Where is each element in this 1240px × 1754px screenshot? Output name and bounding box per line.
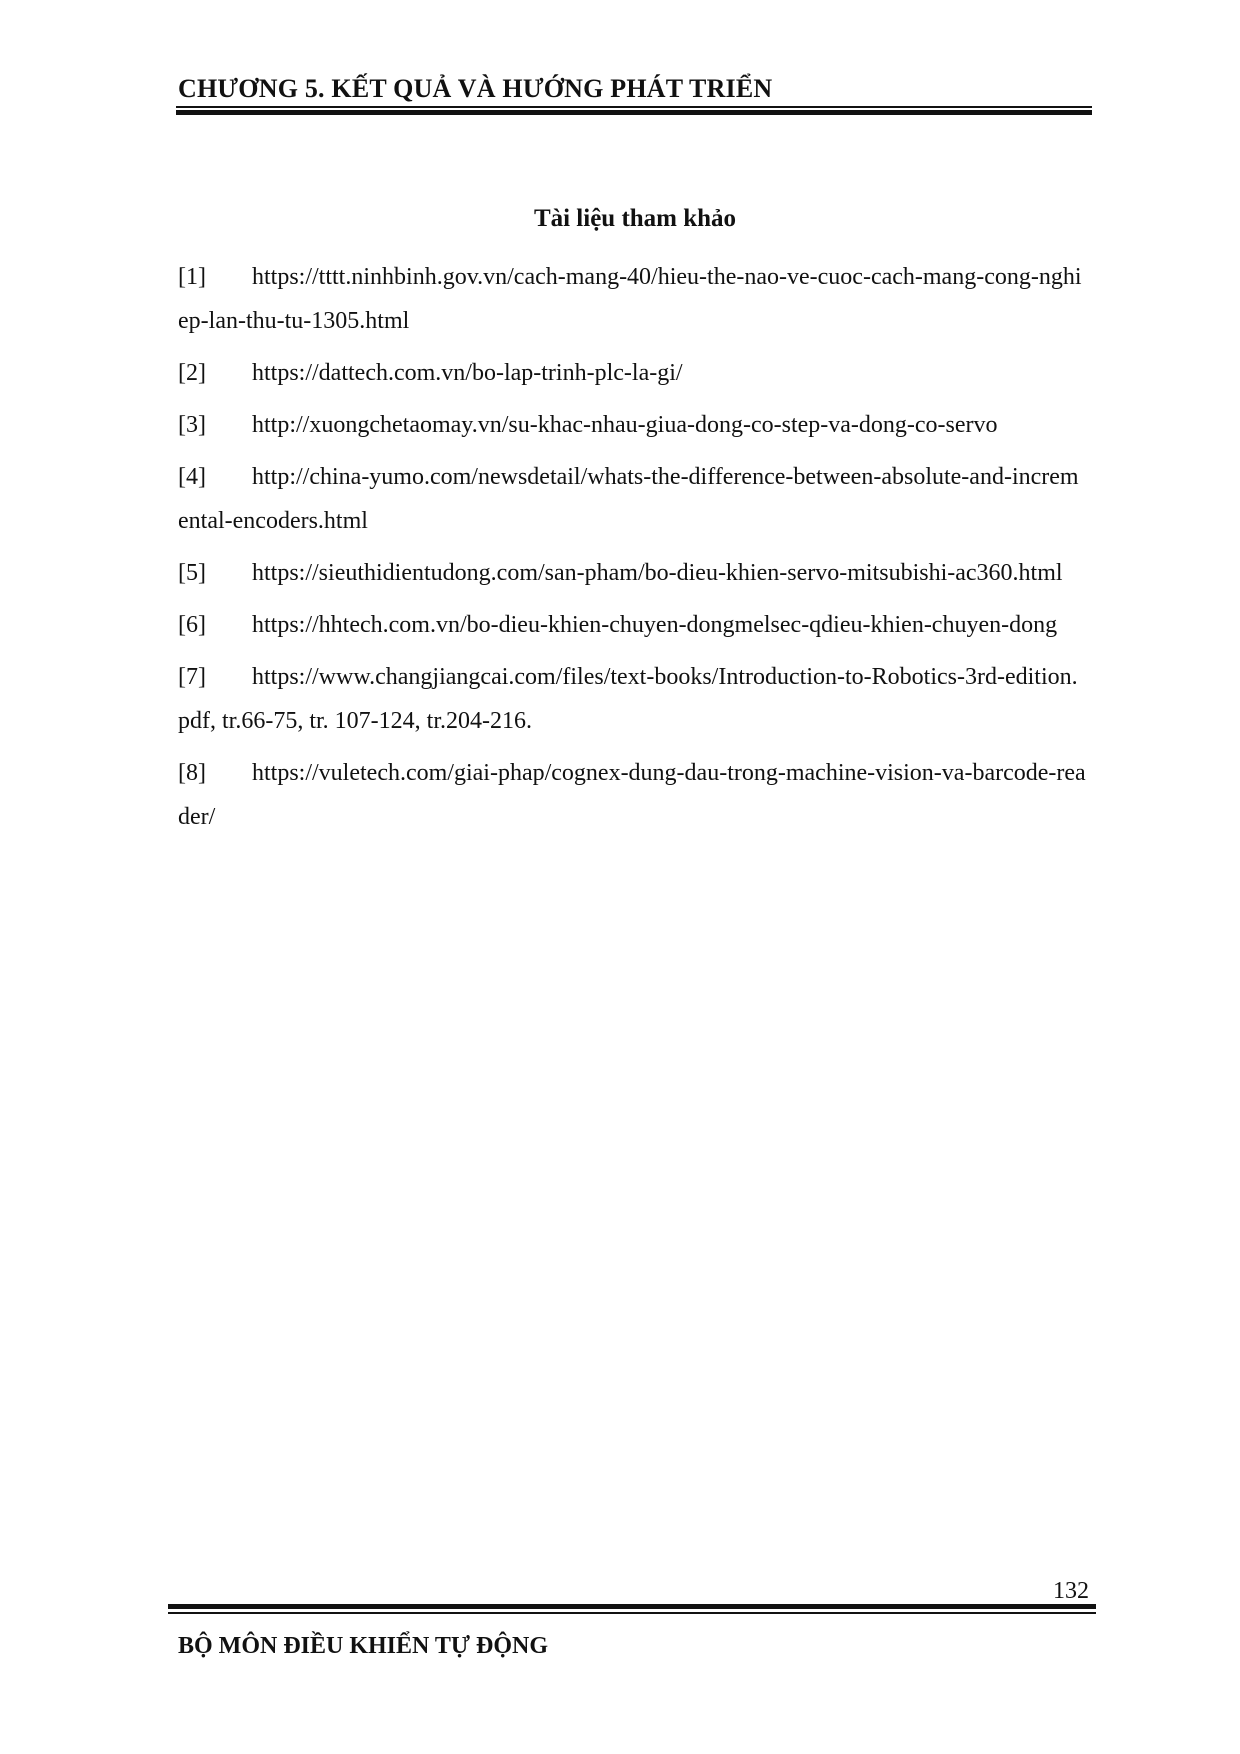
reference-number: [4] [178,464,206,490]
references-heading: Tài liệu tham khảo [533,205,737,232]
reference-number: [8] [178,760,206,786]
reference-link[interactable]: http://china-yumo.com/newsdetail/whats-the-difference-between-absolute-and-incremental-encoders.html [178,464,1079,534]
header-divider-thick [176,110,1092,115]
department-footer: BỘ MÔN ĐIỀU KHIỂN TỰ ĐỘNG [178,1633,549,1659]
reference-number: [3] [178,412,206,438]
reference-item [178,255,1088,343]
reference-link[interactable]: https://tttt.ninhbinh.gov.vn/cach-mang-40/hieu-the-nao-ve-cuoc-cach-mang-cong-nghiep-lan-thu-tu-1305.html [178,264,1082,334]
reference-number: [7] [178,664,206,690]
reference-list [178,255,1088,847]
reference-item [178,655,1088,743]
reference-item [178,751,1088,839]
reference-item [178,351,1088,395]
reference-link[interactable]: https://hhtech.com.vn/bo-dieu-khien-chuyen-dongmelsec-qdieu-khien-chuyen-dong [252,612,1058,638]
reference-item [178,403,1088,447]
page-number: 132 [1053,1578,1089,1604]
reference-link[interactable]: https://www.changjiangcai.com/files/text-books/Introduction-to-Robotics-3rd-edition.pdf, tr.66-75, tr. 107-124, tr.204-216. [178,664,1078,734]
reference-item [178,455,1088,543]
reference-number: [6] [178,612,206,638]
reference-link[interactable]: https://dattech.com.vn/bo-lap-trinh-plc-la-gi/ [252,360,683,386]
reference-link[interactable]: https://vuletech.com/giai-phap/cognex-dung-dau-trong-machine-vision-va-barcode-reader/ [178,760,1086,830]
footer-divider-thin [168,1612,1096,1614]
reference-number: [2] [178,360,206,386]
reference-number: [5] [178,560,206,586]
header-divider-thin [176,106,1092,108]
reference-number: [1] [178,264,206,290]
footer-divider-thick [168,1604,1096,1609]
chapter-header-title: CHƯƠNG 5. KẾT QUẢ VÀ HƯỚNG PHÁT TRIỂN [178,74,773,103]
reference-link[interactable]: http://xuongchetaomay.vn/su-khac-nhau-giua-dong-co-step-va-dong-co-servo [252,412,998,438]
reference-item [178,603,1088,647]
reference-link[interactable]: https://sieuthidientudong.com/san-pham/bo-dieu-khien-servo-mitsubishi-ac360.html [252,560,1063,586]
reference-item [178,551,1088,595]
